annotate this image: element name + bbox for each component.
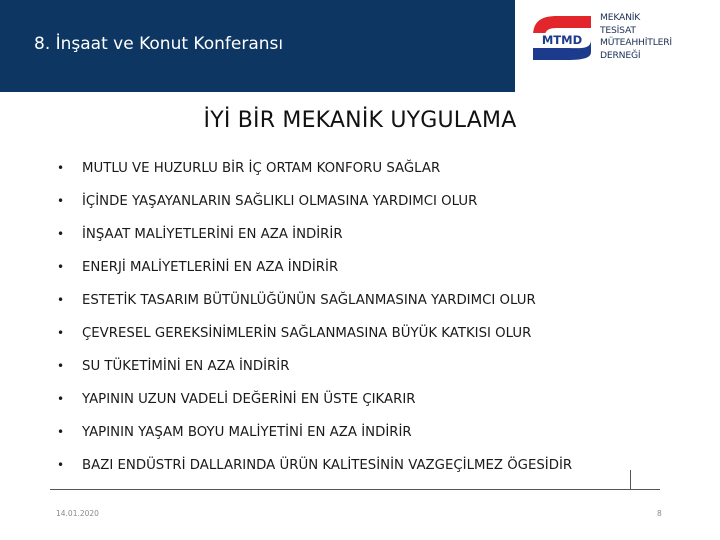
bullet-marker: • <box>57 425 65 439</box>
bullet-item <box>57 424 572 457</box>
bullet-list <box>57 160 572 490</box>
mtmd-logo <box>527 6 707 70</box>
logo-line: DERNEĞİ <box>600 49 641 61</box>
bullet-marker: • <box>57 359 65 373</box>
bullet-item <box>57 226 572 259</box>
bullet-marker: • <box>57 161 65 175</box>
footer-date: 14.01.2020 <box>56 509 99 518</box>
bullet-item <box>57 325 572 358</box>
conference-title: 8. İnşaat ve Konut Konferansı <box>34 34 284 54</box>
bullet-marker: • <box>57 392 65 406</box>
bullet-text: ÇEVRESEL GEREKSİNİMLERİN SAĞLANMASINA BÜYÜK KATKISI OLUR <box>82 326 532 341</box>
bullet-item <box>57 259 572 292</box>
logo-org-name <box>600 12 672 62</box>
bullet-marker: • <box>57 227 65 241</box>
page-number: 8 <box>657 509 662 518</box>
footer-corner-divider <box>630 470 631 489</box>
slide-heading: İYİ BİR MEKANİK UYGULAMA <box>203 108 517 133</box>
bullet-item <box>57 457 572 490</box>
logo-line: MÜTEAHHİTLERİ <box>600 37 672 48</box>
bullet-marker: • <box>57 458 65 472</box>
bullet-text: İÇİNDE YAŞAYANLARIN SAĞLIKLI OLMASINA YARDIMCI OLUR <box>82 194 478 209</box>
bullet-item <box>57 160 572 193</box>
bullet-marker: • <box>57 260 65 274</box>
bullet-text: BAZI ENDÜSTRİ DALLARINDA ÜRÜN KALİTESİNİN VAZGEÇİLMEZ ÖGESİDİR <box>82 458 573 473</box>
bullet-text: İNŞAAT MALİYETLERİNİ EN AZA İNDİRİR <box>82 227 343 242</box>
footer-divider <box>50 489 660 490</box>
bullet-text: ENERJİ MALİYETLERİNİ EN AZA İNDİRİR <box>82 260 339 275</box>
bullet-marker: • <box>57 326 65 340</box>
bullet-text: MUTLU VE HUZURLU BİR İÇ ORTAM KONFORU SAĞLAR <box>82 161 441 176</box>
logo-line: MEKANİK <box>600 12 641 23</box>
bullet-text: SU TÜKETİMİNİ EN AZA İNDİRİR <box>82 359 290 374</box>
bullet-text: ESTETİK TASARIM BÜTÜNLÜĞÜNÜN SAĞLANMASINA YARDIMCI OLUR <box>82 293 536 308</box>
bullet-marker: • <box>57 293 65 307</box>
logo-abbreviation: MTMD <box>541 33 583 47</box>
bullet-item <box>57 193 572 226</box>
mtmd-logo-mark <box>527 6 599 70</box>
bullet-item <box>57 391 572 424</box>
bullet-item <box>57 358 572 391</box>
bullet-text: YAPININ UZUN VADELİ DEĞERİNİ EN ÜSTE ÇIKARIR <box>82 392 416 407</box>
logo-line: TESİSAT <box>600 24 636 36</box>
header-band <box>0 0 515 92</box>
bullet-item <box>57 292 572 325</box>
bullet-marker: • <box>57 194 65 208</box>
bullet-text: YAPININ YAŞAM BOYU MALİYETİNİ EN AZA İNDİRİR <box>82 425 412 440</box>
